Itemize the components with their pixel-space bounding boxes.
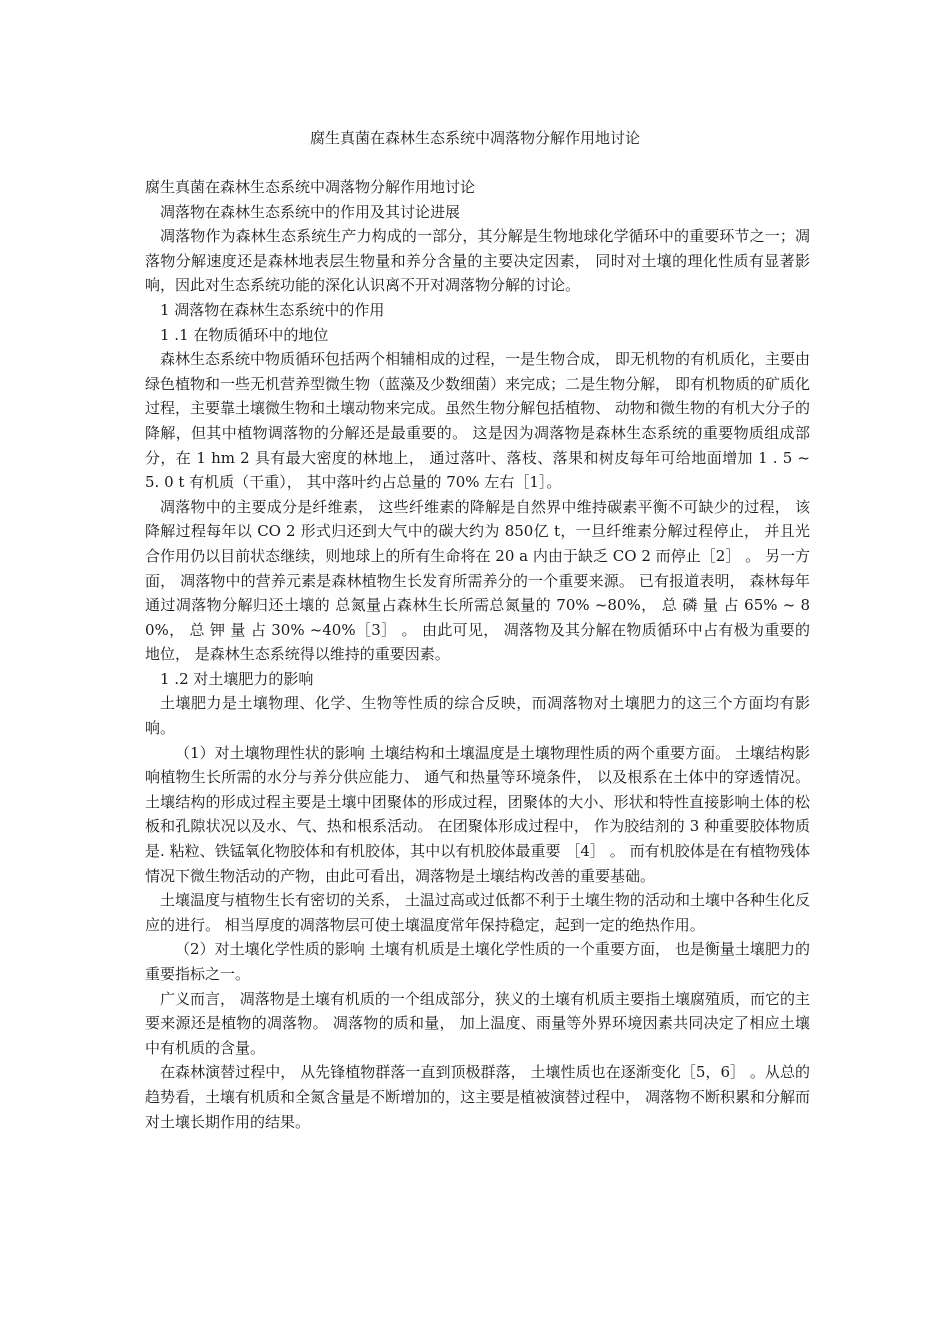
paragraph: 土壤肥力是土壤物理、化学、生物等性质的综合反映，而凋落物对土壤肥力的这三个方面均有影响。 <box>145 694 810 738</box>
paragraph: 在森林演替过程中， 从先锋植物群落一直到顶极群落， 土壤性质也在逐渐变化［5，6］ 。从总的趋势看，土壤有机质和全氮含量是不断增加的，这主要是植被演替过程中， 凋落物不断积累和分解而对土壤长期作用的结果。 <box>145 1063 810 1131</box>
paragraph: 凋落物作为森林生态系统生产力构成的一部分，其分解是生物地球化学循环中的重要环节之一；凋落物分解速度还是森林地表层生物量和养分含量的主要决定因素， 同时对土壤的理化性质有显著影响，因此对生态系统功能的深化认识离不开对凋落物分解的讨论。 <box>145 227 810 295</box>
document-title: 腐生真菌在森林生态系统中凋落物分解作用地讨论 <box>309 129 640 147</box>
subsection-heading: 1 .1 在物质循环中的地位 <box>160 325 329 344</box>
paragraph: 土壤温度与植物生长有密切的关系， 土温过高或过低都不利于土壤生物的活动和土壤中各种生化反应的进行。 相当厚度的凋落物层可使土壤温度常年保持稳定，起到一定的绝热作用。 <box>145 891 810 934</box>
document-body <box>145 175 810 1134</box>
paragraph: （2）对土壤化学性质的影响 土壤有机质是土壤化学性质的一个重要方面， 也是衡量土壤肥力的重要指标之一。 <box>145 940 810 983</box>
subsection-heading: 1 .2 对土壤肥力的影响 <box>160 669 314 688</box>
section-heading: 1 凋落物在森林生态系统中的作用 <box>160 300 385 319</box>
section-heading: 凋落物在森林生态系统中的作用及其讨论进展 <box>160 202 461 221</box>
paragraph: 广义而言， 凋落物是土壤有机质的一个组成部分，狭义的土壤有机质主要指土壤腐殖质，而它的主要来源还是植物的凋落物。 凋落物的质和量， 加上温度、雨量等外界环境因素共同决定了相应土壤中有机质的含量。 <box>145 989 810 1057</box>
paragraph: 森林生态系统中物质循环包括两个相辅相成的过程，一是生物合成， 即无机物的有机质化，主要由绿色植物和一些无机营养型微生物（蓝藻及少数细菌）来完成；二是生物分解， 即有机物质的矿质化过程，主要靠土壤微生物和土壤动物来完成。虽然生物分解包括植物、 动物和微生物的有机大分子的降解，但其中植物调落物的分解还是最重要的。 这是因为凋落物是森林生态系统的重要物质组成部分，在 1 hm 2 具有最大密度的林地上， 通过落叶、落枝、落果和树皮每年可给地面增加 1 . 5 ~ 5. 0 t 有机质（干重）， 其中落叶约占总量的 70% 左右［1］。 <box>145 350 810 492</box>
paragraph: 凋落物中的主要成分是纤维素， 这些纤维素的降解是自然界中维持碳素平衡不可缺少的过程， 该降解过程每年以 CO 2 形式归还到大气中的碳大约为 850亿 t，一旦纤维素分解过程停止， 并且光合作用仍以目前状态继续，则地球上的所有生命将在 20 a 内由于缺乏 CO 2 而停止［2］ 。 另一方面， 凋落物中的营养元素是森林植物生长发育所需养分的一个重要来源。 已有报道表明， 森林每年通过凋落物分解归还土壤的 总氮量占森林生长所需总氮量的 70% ~80%， 总 磷 量 占 65% ~ 80%， 总 钾 量 占 30% ~40%［3］ 。 由此可见， 凋落物及其分解在物质循环中占有极为重要的地位， 是森林生态系统得以维持的重要因素。 <box>145 497 810 664</box>
body-heading: 腐生真菌在森林生态系统中凋落物分解作用地讨论 <box>145 178 476 196</box>
paragraph: （1）对土壤物理性状的影响 土壤结构和土壤温度是土壤物理性质的两个重要方面。 土壤结构影响植物生长所需的水分与养分供应能力、 通气和热量等环境条件， 以及根系在土体中的穿透情况。 土壤结构的形成过程主要是土壤中团聚体的形成过程，团聚体的大小、形状和特性直接影响土体的松板和孔隙状况以及水、气、热和根系活动。 在团聚体形成过程中， 作为胶结剂的 3 种重要胶体物质是. 粘粒、铁锰氧化物胶体和有机胶体，其中以有机胶体最重要 ［4］ 。 而有机胶体是在有植物残体情况下微生物活动的产物，由此可看出，凋落物是土壤结构改善的重要基础。 <box>145 743 810 885</box>
